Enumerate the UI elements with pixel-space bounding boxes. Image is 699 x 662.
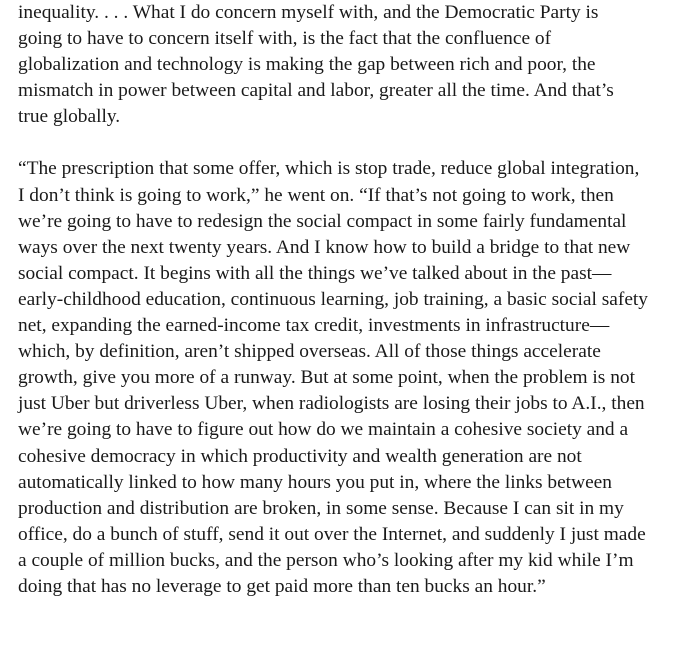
text-line: mismatch in power between capital and labor, greater all the time. And that’s: [18, 80, 614, 102]
text-line: cohesive democracy in which productivity and wealth generation are not: [18, 445, 582, 467]
text-line: going to have to concern itself with, is the fact that the confluence of: [18, 28, 552, 50]
text-line: I don’t think is going to work,” he went on. “If that’s not going to work, then: [18, 184, 614, 206]
text-line: early-childhood education, continuous learning, job training, a basic social safety: [18, 288, 649, 310]
text-line: just Uber but driverless Uber, when radiologists are losing their jobs to A.I., then: [18, 393, 645, 415]
text-line: ways over the next twenty years. And I know how to build a bridge to that new: [18, 236, 631, 258]
text-line: “The prescription that some offer, which is stop trade, reduce global integration,: [18, 158, 640, 180]
text-line: inequality. . . . What I do concern myself with, and the Democratic Party is: [18, 2, 599, 23]
text-line: which, by definition, aren’t shipped overseas. All of those things accelerate: [18, 341, 601, 363]
text-line: production and distribution are broken, in some sense. Because I can sit in my: [18, 497, 624, 519]
text-line: we’re going to have to figure out how do we maintain a cohesive society and a: [18, 419, 629, 441]
text-line: growth, give you more of a runway. But at some point, when the problem is not: [18, 367, 635, 389]
text-line: globalization and technology is making the gap between rich and poor, the: [18, 54, 596, 76]
text-line: a couple of million bucks, and the person who’s looking after my kid while I’m: [18, 549, 634, 571]
paragraph-1: [18, 0, 694, 130]
text-line: true globally.: [18, 106, 121, 128]
text-line: net, expanding the earned-income tax credit, investments in infrastructure—: [18, 315, 610, 337]
text-line: doing that has no leverage to get paid more than ten bucks an hour.”: [18, 575, 546, 597]
paragraph-2: [18, 156, 694, 600]
text-line: social compact. It begins with all the things we’ve talked about in the past—: [18, 262, 612, 284]
article-body: [18, 0, 694, 600]
paragraph-spacer: [18, 130, 694, 156]
text-line: we’re going to have to redesign the social compact in some fairly fundamental: [18, 210, 627, 232]
text-line: automatically linked to how many hours you put in, where the links between: [18, 471, 612, 493]
text-line: office, do a bunch of stuff, send it out over the Internet, and suddenly I just made: [18, 523, 646, 545]
